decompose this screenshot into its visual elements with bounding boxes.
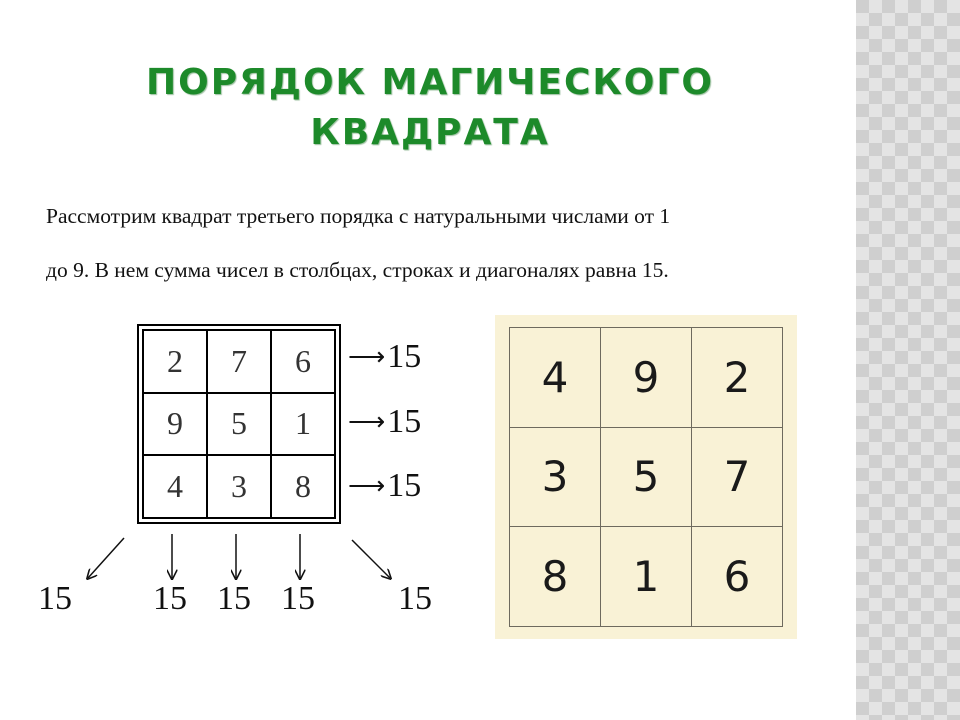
square-cell: 9: [601, 328, 692, 428]
square-cell: 1: [601, 527, 692, 627]
column-sum-1: 15: [153, 580, 187, 617]
row-sum-value: 15: [387, 403, 422, 440]
square-cell: 3: [510, 428, 601, 528]
diagonal-arrow-left: [88, 538, 124, 578]
square-cell: 2: [692, 328, 783, 428]
paragraph-line-2: до 9. В нем сумма чисел в столбцах, строках и диагоналях равна 15.: [46, 258, 669, 282]
square-cell: 7: [692, 428, 783, 528]
row-sum-value: 15: [387, 467, 422, 504]
square-cell: 2: [144, 331, 208, 394]
diagonal-sum-left: 15: [38, 580, 72, 617]
square-cell: 8: [510, 527, 601, 627]
column-sum-2: 15: [217, 580, 251, 617]
title-line-2: КВАДРАТА: [310, 112, 550, 153]
diagonal-sum-right: 15: [398, 580, 432, 617]
square-cell: 5: [208, 394, 272, 457]
paragraph-line-1: Рассмотрим квадрат третьего порядка с натуральными числами от 1: [46, 204, 671, 228]
square-cell: 3: [208, 456, 272, 519]
column-sum-3: 15: [281, 580, 315, 617]
square-cell: 4: [144, 456, 208, 519]
square-cell: 1: [272, 394, 336, 457]
square-cell: 9: [144, 394, 208, 457]
title-line-1: ПОРЯДОК МАГИЧЕСКОГО: [146, 62, 714, 103]
square-cell: 6: [692, 527, 783, 627]
right-arrow-icon: ⟶: [348, 471, 386, 500]
square-cell: 7: [208, 331, 272, 394]
square-cell: 5: [601, 428, 692, 528]
right-arrow-icon: ⟶: [348, 342, 386, 371]
square-cell: 4: [510, 328, 601, 428]
diagonal-arrow-right: [352, 540, 390, 578]
row-sum-value: 15: [387, 338, 422, 375]
square-cell: 8: [272, 456, 336, 519]
magic-square-right: [495, 315, 797, 639]
square-cell: 6: [272, 331, 336, 394]
right-arrow-icon: ⟶: [348, 407, 386, 436]
